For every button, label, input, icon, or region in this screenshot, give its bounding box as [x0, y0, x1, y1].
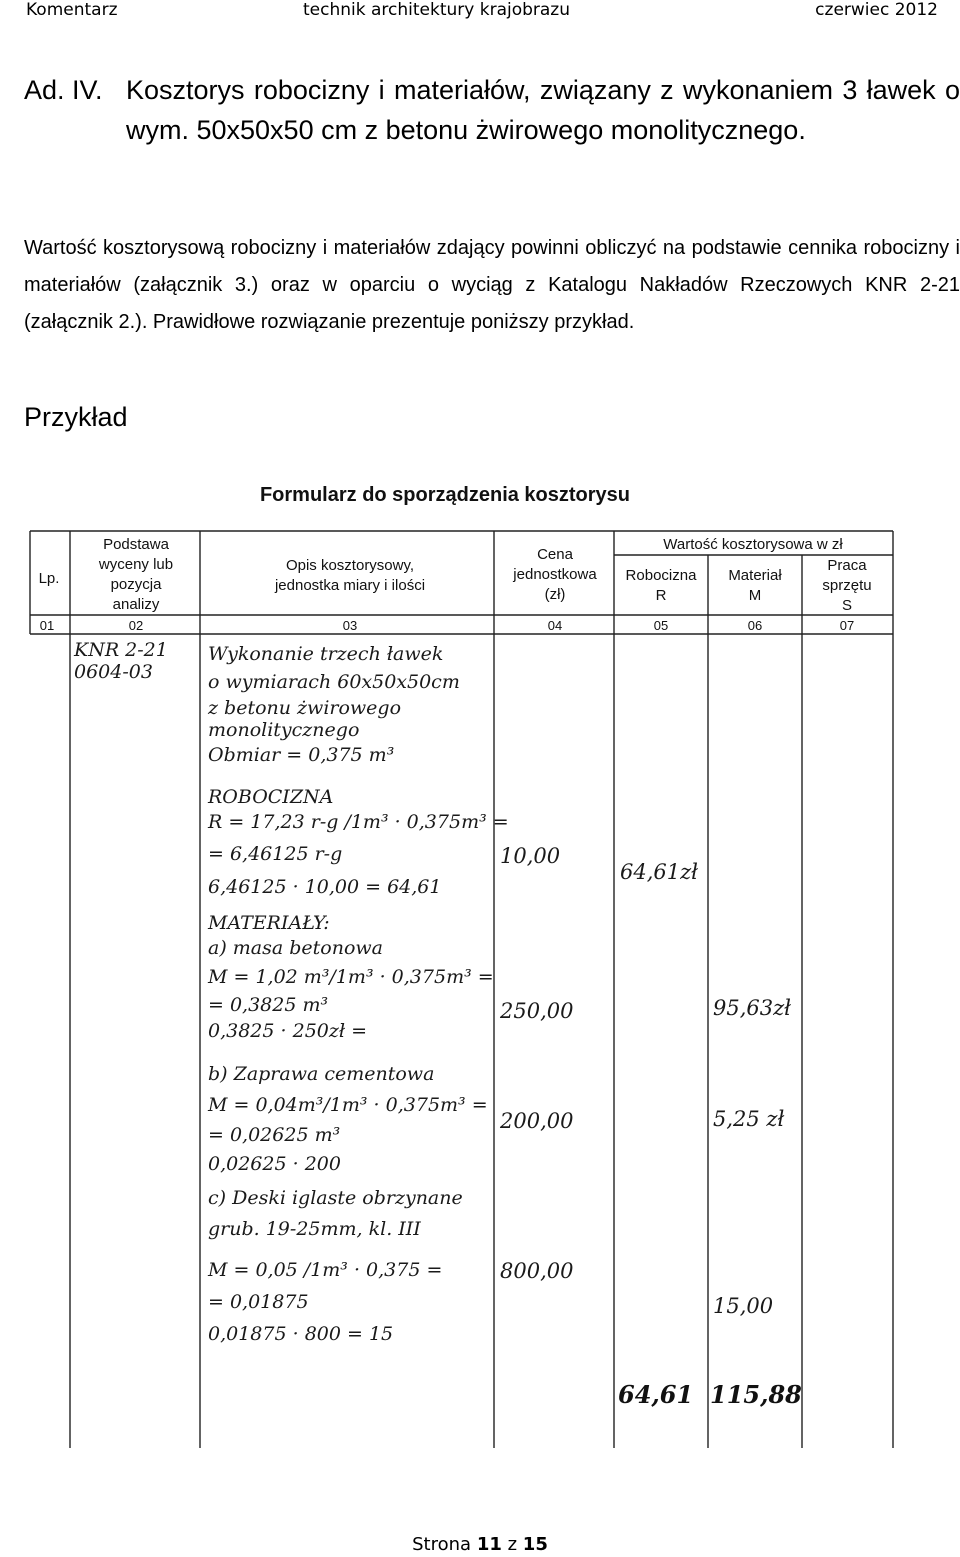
desc-line: c) Deski iglaste obrzynane	[208, 1187, 463, 1209]
instruction-paragraph: Wartość kosztorysową robocizny i materiałów zdający powinni obliczyć na podstawie cennika robocizny i materiałów (załącznik 3.) oraz w oparciu o wyciąg z Katalogu Nakładów Rzeczowych KNR 2-21 (załącznik 2.). Prawidłowe rozwiązanie prezentuje poniższy przykład.	[24, 237, 960, 333]
desc-line: 6,46125 · 10,00 = 64,61	[208, 876, 442, 898]
footer-page: 11	[476, 1534, 502, 1555]
col-value-group: Wartość kosztorysowa w zł	[663, 536, 843, 553]
desc-line: = 0,3825 m³	[208, 994, 329, 1016]
section-title	[24, 70, 960, 150]
col-number: 04	[547, 618, 563, 633]
cost-form-svg	[0, 463, 940, 1455]
unit-price: 10,00	[500, 844, 561, 868]
col-desc-1: Opis kosztorysowy,	[285, 557, 415, 574]
desc-line: monolitycznego	[208, 719, 360, 741]
desc-line: o wymiarach 60x50x50cm	[208, 671, 460, 693]
unit-price: 800,00	[500, 1259, 574, 1283]
labour-value: 64,61zł	[620, 860, 698, 884]
scanned-cost-form	[0, 463, 940, 1455]
desc-line: M = 0,04m³/1m³ · 0,375m³ =	[208, 1094, 488, 1116]
section-title-text: Kosztorys robocizny i materiałów, związany z wykonaniem 3 ławek o wym. 50x50x50 cm z betonu żwirowego monolitycznego.	[126, 75, 960, 145]
desc-line: R = 17,23 r-g /1m³ · 0,375m³ =	[208, 811, 509, 833]
header-center: technik architektury krajobrazu	[303, 0, 571, 20]
material-value: 5,25 zł	[713, 1107, 785, 1131]
col-basis-1: Podstawa	[103, 536, 169, 553]
basis-line: KNR 2-21	[74, 639, 168, 661]
col-price-1: Cena	[537, 546, 573, 563]
example-label: Przykład	[24, 402, 128, 432]
footer-sep: z	[507, 1534, 518, 1555]
desc-line: b) Zaprawa cementowa	[208, 1063, 435, 1085]
desc-line: 0,01875 · 800 = 15	[208, 1323, 394, 1345]
basis-line: 0604-03	[74, 661, 153, 683]
desc-line: ROBOCIZNA	[208, 786, 334, 808]
description-lines	[207, 643, 509, 1345]
col-r-1: Robocizna	[625, 567, 697, 584]
desc-line: M = 0,05 /1m³ · 0,375 =	[208, 1259, 443, 1281]
desc-line: MATERIAŁY:	[208, 912, 330, 934]
footer-prefix: Strona	[412, 1534, 472, 1555]
col-basis-4: analizy	[112, 596, 160, 613]
col-number: 06	[747, 618, 763, 633]
page-header	[0, 0, 960, 24]
col-r-2: R	[655, 587, 667, 604]
col-price-2: jednostkowa	[513, 566, 597, 583]
col-m-2: M	[748, 587, 762, 604]
header-right: czerwiec 2012	[815, 0, 938, 20]
col-number: 05	[653, 618, 669, 633]
col-number: 07	[839, 618, 855, 633]
total-labour: 64,61	[618, 1380, 694, 1409]
desc-line: = 6,46125 r-g	[208, 843, 343, 865]
desc-line: = 0,01875	[208, 1291, 309, 1313]
col-m-1: Materiał	[728, 567, 782, 584]
desc-line: 0,3825 · 250zł =	[208, 1020, 367, 1042]
col-basis-3: pozycja	[110, 576, 162, 593]
col-number: 01	[39, 618, 55, 633]
col-number: 02	[128, 618, 144, 633]
desc-line: M = 1,02 m³/1m³ · 0,375m³ =	[208, 966, 494, 988]
col-basis-2: wyceny lub	[98, 556, 174, 573]
desc-line: a) masa betonowa	[208, 937, 383, 959]
page-footer	[0, 1534, 960, 1555]
desc-line: grub. 19-25mm, kl. III	[208, 1218, 421, 1240]
col-price-3: (zł)	[544, 586, 566, 603]
desc-line: 0,02625 · 200	[208, 1153, 341, 1175]
material-value: 95,63zł	[713, 996, 791, 1020]
col-number: 03	[342, 618, 358, 633]
form-title: Formularz do sporządzenia kosztorysu	[259, 484, 631, 506]
unit-price: 200,00	[500, 1109, 574, 1133]
footer-total: 15	[522, 1534, 548, 1555]
col-lp: Lp.	[38, 570, 60, 587]
col-desc-2: jednostka miary i ilości	[274, 577, 426, 594]
unit-price: 250,00	[500, 999, 574, 1023]
material-value: 15,00	[713, 1294, 774, 1318]
desc-line: = 0,02625 m³	[208, 1124, 341, 1146]
desc-line: Wykonanie trzech ławek	[208, 643, 444, 665]
desc-line: Obmiar = 0,375 m³	[208, 744, 395, 766]
desc-line: z betonu żwirowego	[208, 697, 402, 719]
total-material: 115,88	[710, 1380, 802, 1409]
header-left: Komentarz	[26, 0, 118, 20]
col-s-3: S	[841, 597, 853, 614]
col-s-2: sprzętu	[822, 577, 872, 594]
col-s-1: Praca	[827, 557, 867, 574]
section-number: Ad. IV.	[24, 75, 103, 105]
